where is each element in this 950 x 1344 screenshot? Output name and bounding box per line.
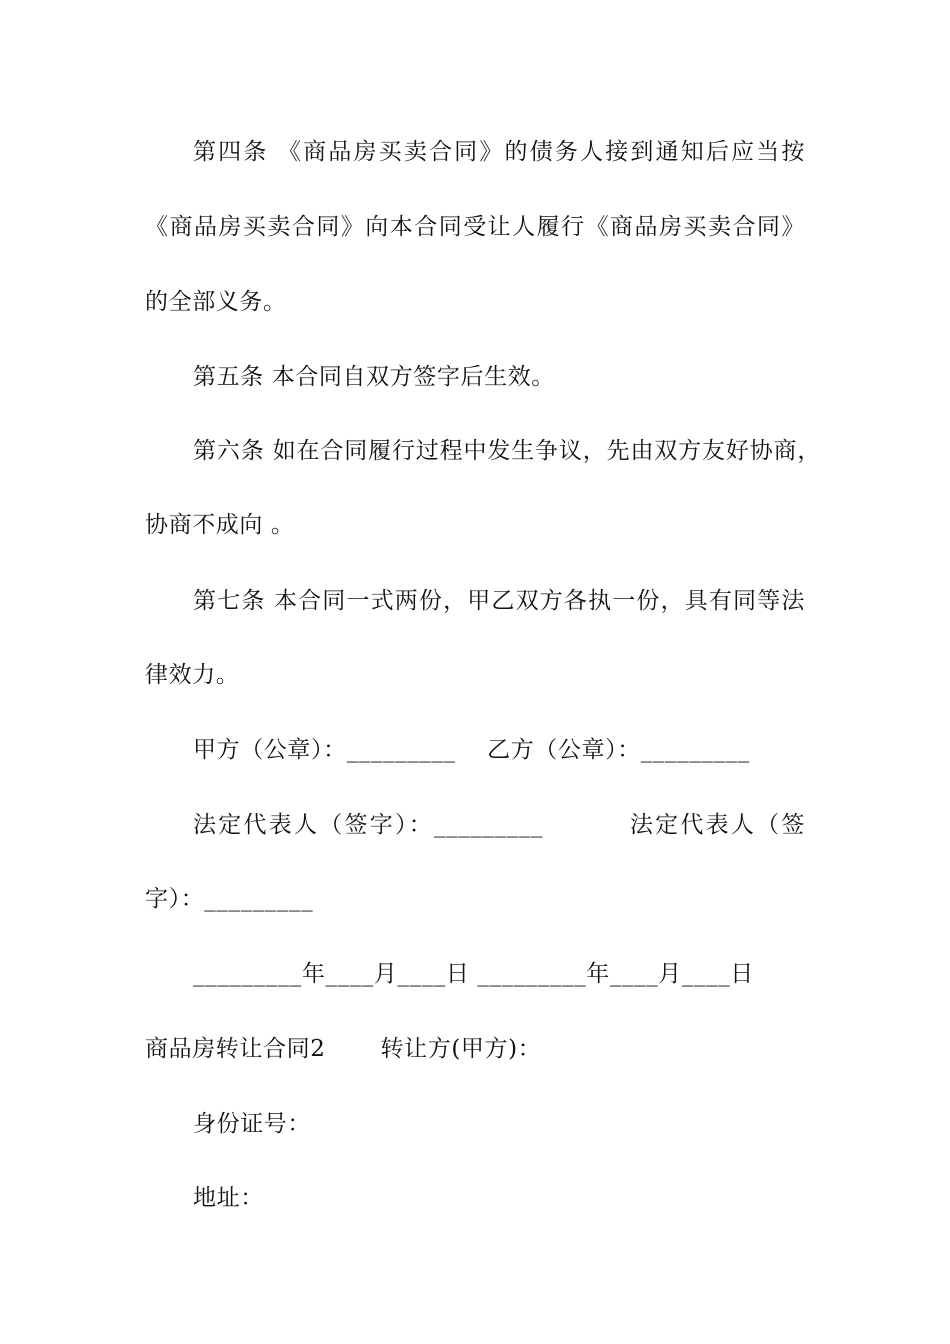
seal-line: 甲方（公章）：_________ 乙方（公章）：_________: [193, 737, 750, 763]
address-line: 地址：: [193, 1185, 264, 1211]
article-4-line-1: 第四条 《商品房买卖合同》的债务人接到通知后应当按: [193, 139, 805, 165]
date-line: _________年____月____日 _________年____月____日: [193, 961, 754, 987]
legal-rep-line-1: 法定代表人（签字）：_________ 法定代表人（签: [193, 812, 805, 838]
article-6-line-2: 协商不成向 。: [145, 512, 295, 538]
article-4-line-2: 《商品房买卖合同》向本合同受让人履行《商品房买卖合同》: [145, 214, 805, 240]
legal-rep-line-2: 字）：_________: [145, 886, 314, 912]
id-number-line: 身份证号：: [193, 1111, 311, 1137]
article-7-line-2: 律效力。: [145, 662, 240, 688]
article-5-line: 第五条 本合同自双方签字后生效。: [193, 364, 555, 390]
contract-2-title-line: 商品房转让合同2 转让方(甲方)：: [145, 1036, 542, 1062]
article-6-line-1: 第六条 如在合同履行过程中发生争议，先由双方友好协商，: [193, 438, 821, 464]
article-7-line-1: 第七条 本合同一式两份，甲乙双方各执一份，具有同等法: [193, 588, 805, 614]
article-4-line-3: 的全部义务。: [145, 289, 287, 315]
